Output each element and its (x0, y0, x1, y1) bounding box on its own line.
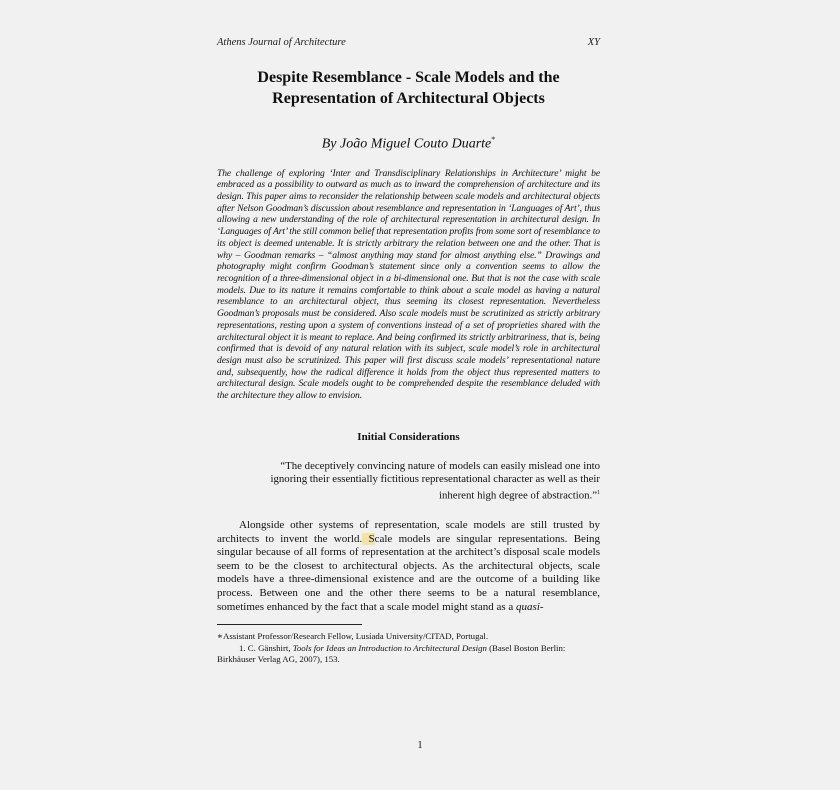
epigraph-footnote-marker: 1 (597, 489, 600, 496)
epigraph-text: “The deceptively convincing nature of models can easily mislead one into ignoring their essentially fictitious representational character as well as their inherent high degree of abstraction.” (270, 459, 600, 502)
page-content (217, 36, 600, 666)
footnote-divider (217, 624, 362, 625)
epigraph-quote (264, 460, 600, 503)
body-text-start: Alongside other systems of representation, scale models are still trusted by architects to invent the world. (217, 519, 600, 545)
footnote-1 (217, 643, 600, 666)
footnote-1-title: Tools for Ideas an Introduction to Architectural Design (292, 642, 487, 653)
abstract: The challenge of exploring ‘Inter and Transdisciplinary Relationships in Architecture’ might be embraced as a possibility to outward as much as to inward the comprehension of architecture and its design. This paper aims to reconsider the relationship between scale models and architectural objects after Nelson Goodman’s discussion about resemblance and representation in ‘Languages of Art’, thus allowing a new understanding of the role of architectural representation in architectural design. In ‘Languages of Art’ the still common belief that representation profits from some sort of resemblance to its object is deemed untenable. It is strictly arbitrary the relation between one and the other. That is why – Goodman remarks – “almost anything may stand for almost anything else.” Drawings and photography might confirm Goodman’s statement since only a convention seems to allow the recognition of a three-dimensional object in a bi-dimensional one. But that is not the case with scale models. Due to its nature it remains comfortable to think about a scale model as having a natural resemblance to an architectural object, thus seeming its closest representation. Nevertheless Goodman’s proposals must be considered. Also scale models must be scrutinized as strictly arbitrary representations, resting upon a system of conventions instead of a set of proprieties shared with the architectural object it is meant to replace. And being confirmed its strictly arbitrariness, that is, being confirmed that is devoid of any natural relation with its subject, scale model’s role in architectural design must also be scrutinized. This paper will first discuss scale models’ representational nature and, subsequently, how the radical difference it holds from the object thus represented matters to architectural design. Scale models ought to be comprehended despite the resemblance deluded with the architecture they allow to envision. (217, 167, 600, 402)
text-highlight: S (362, 532, 375, 545)
journal-name: Athens Journal of Architecture (217, 37, 346, 48)
page-number: 1 (417, 740, 423, 751)
body-paragraph (217, 519, 600, 614)
footnotes (217, 631, 600, 666)
running-head (217, 36, 600, 50)
author-footnote-marker: * (491, 135, 496, 144)
footnote-affiliation: ∗Assistant Professor/Research Fellow, Lusíada University/CITAD, Portugal. (217, 631, 489, 642)
body-text-continued: cale models are singular representations. Being singular because of all forms of representation at the architect’s disposal scale models seem to be the closest to architectural objects. As the architectural objects, scale models have a three-dimensional existence and are the outcome of a building like process. Between one and the other there seems to be a natural resemblance, sometimes enhanced by the fact that a scale model might stand as a (217, 532, 600, 613)
issue-label: XY (587, 37, 600, 48)
author-name: By João Miguel Couto Duarte (321, 136, 492, 152)
section-heading: Initial Considerations (357, 430, 460, 443)
footnote-1-prefix: 1. C. Gänshirt, (239, 642, 293, 653)
paper-title: Despite Resemblance - Scale Models and the Representation of Architectural Objects (257, 69, 560, 107)
footnote-1-suffix: (Basel Boston Berlin: Birkhäuser Verlag AG, 2007), 153. (217, 642, 566, 665)
body-text-italic-end: quasi- (516, 600, 544, 613)
author-line (217, 131, 600, 154)
